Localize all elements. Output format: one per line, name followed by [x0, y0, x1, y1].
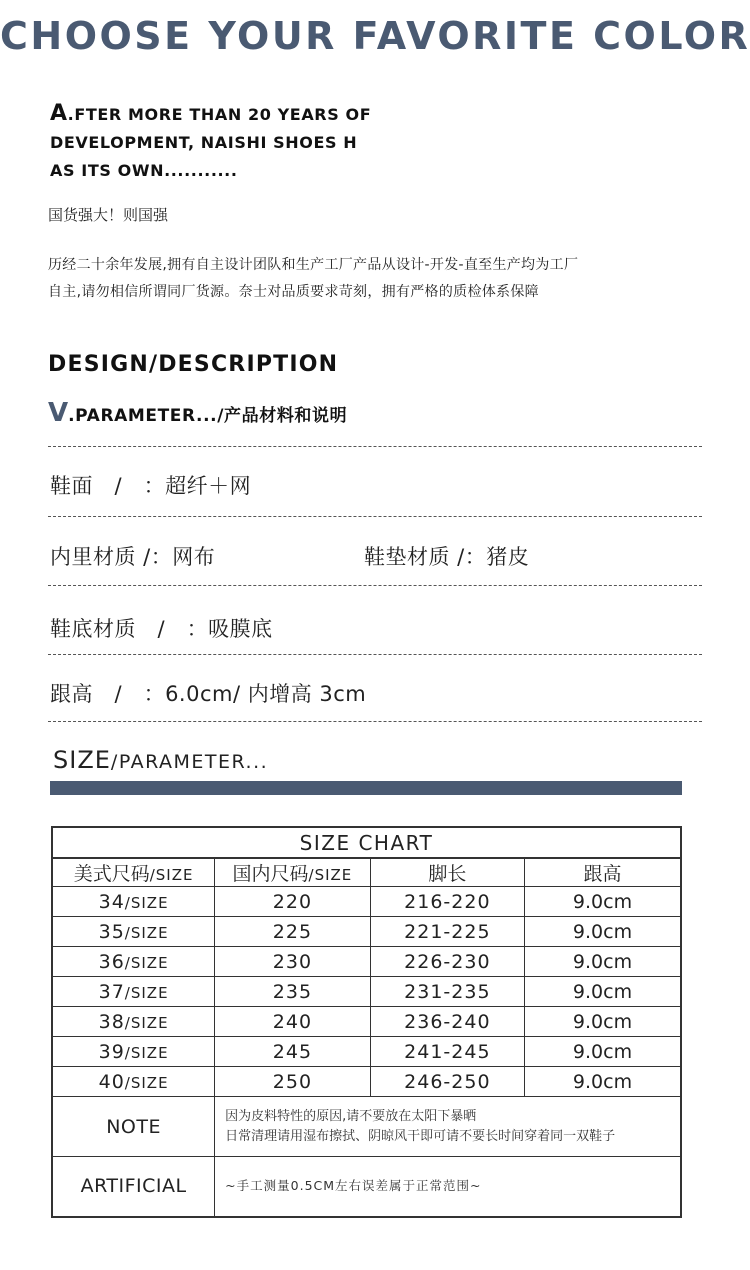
cell-us-size: 38/SIZE — [52, 1007, 215, 1037]
intro-text — [50, 100, 410, 185]
divider — [48, 585, 702, 586]
paragraph-line-2: 自主,请勿相信所谓同厂货源。奈士对品质要求苛刻，拥有严格的质检体系保障 — [48, 284, 539, 300]
spec-heel: 跟高 / ：6.0cm/ 内增高 3cm — [50, 682, 367, 706]
table-row — [52, 887, 681, 917]
cell-foot-length: 246-250 — [370, 1067, 524, 1097]
cell-cn-size: 245 — [215, 1037, 370, 1067]
parameter-title: .PARAMETER.../产品材料和说明 — [68, 406, 348, 426]
cell-foot-length: 236-240 — [370, 1007, 524, 1037]
cell-us-size: 40/SIZE — [52, 1067, 215, 1097]
note-label: NOTE — [52, 1097, 215, 1157]
parameter-heading — [48, 398, 347, 428]
note-text: 因为皮料特性的原因,请不要放在太阳下暴晒 日常清理请用湿布擦拭、阴晾风干即可请不要长时间穿着同一双鞋子 — [215, 1097, 681, 1157]
divider — [48, 654, 702, 655]
cell-heel-height: 9.0cm — [525, 887, 681, 917]
cell-us-size: 39/SIZE — [52, 1037, 215, 1067]
table-row — [52, 947, 681, 977]
table-row — [52, 1007, 681, 1037]
cell-cn-size: 235 — [215, 977, 370, 1007]
cell-heel-height: 9.0cm — [525, 977, 681, 1007]
size-chart-header-row — [52, 858, 681, 887]
header-foot-length: 脚长 — [370, 858, 524, 887]
accent-bar — [50, 781, 682, 795]
cell-cn-size: 220 — [215, 887, 370, 917]
cell-heel-height: 9.0cm — [525, 947, 681, 977]
header-cn-size: 国内尺码/SIZE — [215, 858, 370, 887]
cell-heel-height: 9.0cm — [525, 1067, 681, 1097]
cell-cn-size: 240 — [215, 1007, 370, 1037]
cell-foot-length: 241-245 — [370, 1037, 524, 1067]
paragraph-line-1: 历经二十余年发展,拥有自主设计团队和生产工厂产品从设计-开发-直至生产均为工厂 — [48, 257, 579, 273]
intro-line-3: AS ITS OWN........... — [50, 161, 238, 180]
page-title: CHOOSE YOUR FAVORITE COLOR — [0, 14, 750, 58]
intro-line-1: A.FTER MORE THAN 20 YEARS OF — [50, 101, 372, 126]
cell-heel-height: 9.0cm — [525, 917, 681, 947]
size-chart-title: SIZE CHART — [52, 827, 681, 858]
intro-line-2: DEVELOPMENT, NAISHI SHOES H — [50, 133, 358, 152]
table-row — [52, 977, 681, 1007]
parameter-initial: V — [48, 398, 69, 428]
cell-heel-height: 9.0cm — [525, 1037, 681, 1067]
brand-paragraph — [48, 252, 688, 306]
spec-lining: 内里材质 /：网布 — [50, 545, 216, 569]
cell-cn-size: 230 — [215, 947, 370, 977]
cell-foot-length: 221-225 — [370, 917, 524, 947]
cell-heel-height: 9.0cm — [525, 1007, 681, 1037]
intro-initial: A — [50, 101, 68, 126]
size-heading — [53, 746, 268, 774]
artificial-row — [52, 1157, 681, 1217]
cell-foot-length: 226-230 — [370, 947, 524, 977]
table-row — [52, 917, 681, 947]
design-heading: DESIGN/DESCRIPTION — [48, 352, 339, 377]
artificial-text: ~手工测量0.5CM左右误差属于正常范围~ — [215, 1157, 681, 1217]
note-row — [52, 1097, 681, 1157]
spec-upper: 鞋面 / ：超纤＋网 — [50, 474, 252, 498]
size-heading-sub: /PARAMETER... — [110, 751, 269, 773]
artificial-label: ARTIFICIAL — [52, 1157, 215, 1217]
cell-us-size: 35/SIZE — [52, 917, 215, 947]
table-row — [52, 1067, 681, 1097]
divider — [48, 446, 702, 447]
spec-sole: 鞋底材质 / ：吸膜底 — [50, 617, 273, 641]
slogan: 国货强大！则国强 — [48, 206, 169, 224]
size-heading-main: SIZE — [53, 746, 111, 774]
cell-us-size: 37/SIZE — [52, 977, 215, 1007]
cell-cn-size: 225 — [215, 917, 370, 947]
spec-insole: 鞋垫材质 /：猪皮 — [364, 545, 530, 569]
cell-us-size: 34/SIZE — [52, 887, 215, 917]
cell-foot-length: 216-220 — [370, 887, 524, 917]
cell-cn-size: 250 — [215, 1067, 370, 1097]
size-chart-table — [51, 826, 682, 1218]
table-row — [52, 1037, 681, 1067]
cell-foot-length: 231-235 — [370, 977, 524, 1007]
cell-us-size: 36/SIZE — [52, 947, 215, 977]
header-heel-height: 跟高 — [525, 858, 681, 887]
header-us-size: 美式尺码/SIZE — [52, 858, 215, 887]
divider — [48, 516, 702, 517]
divider — [48, 721, 702, 722]
